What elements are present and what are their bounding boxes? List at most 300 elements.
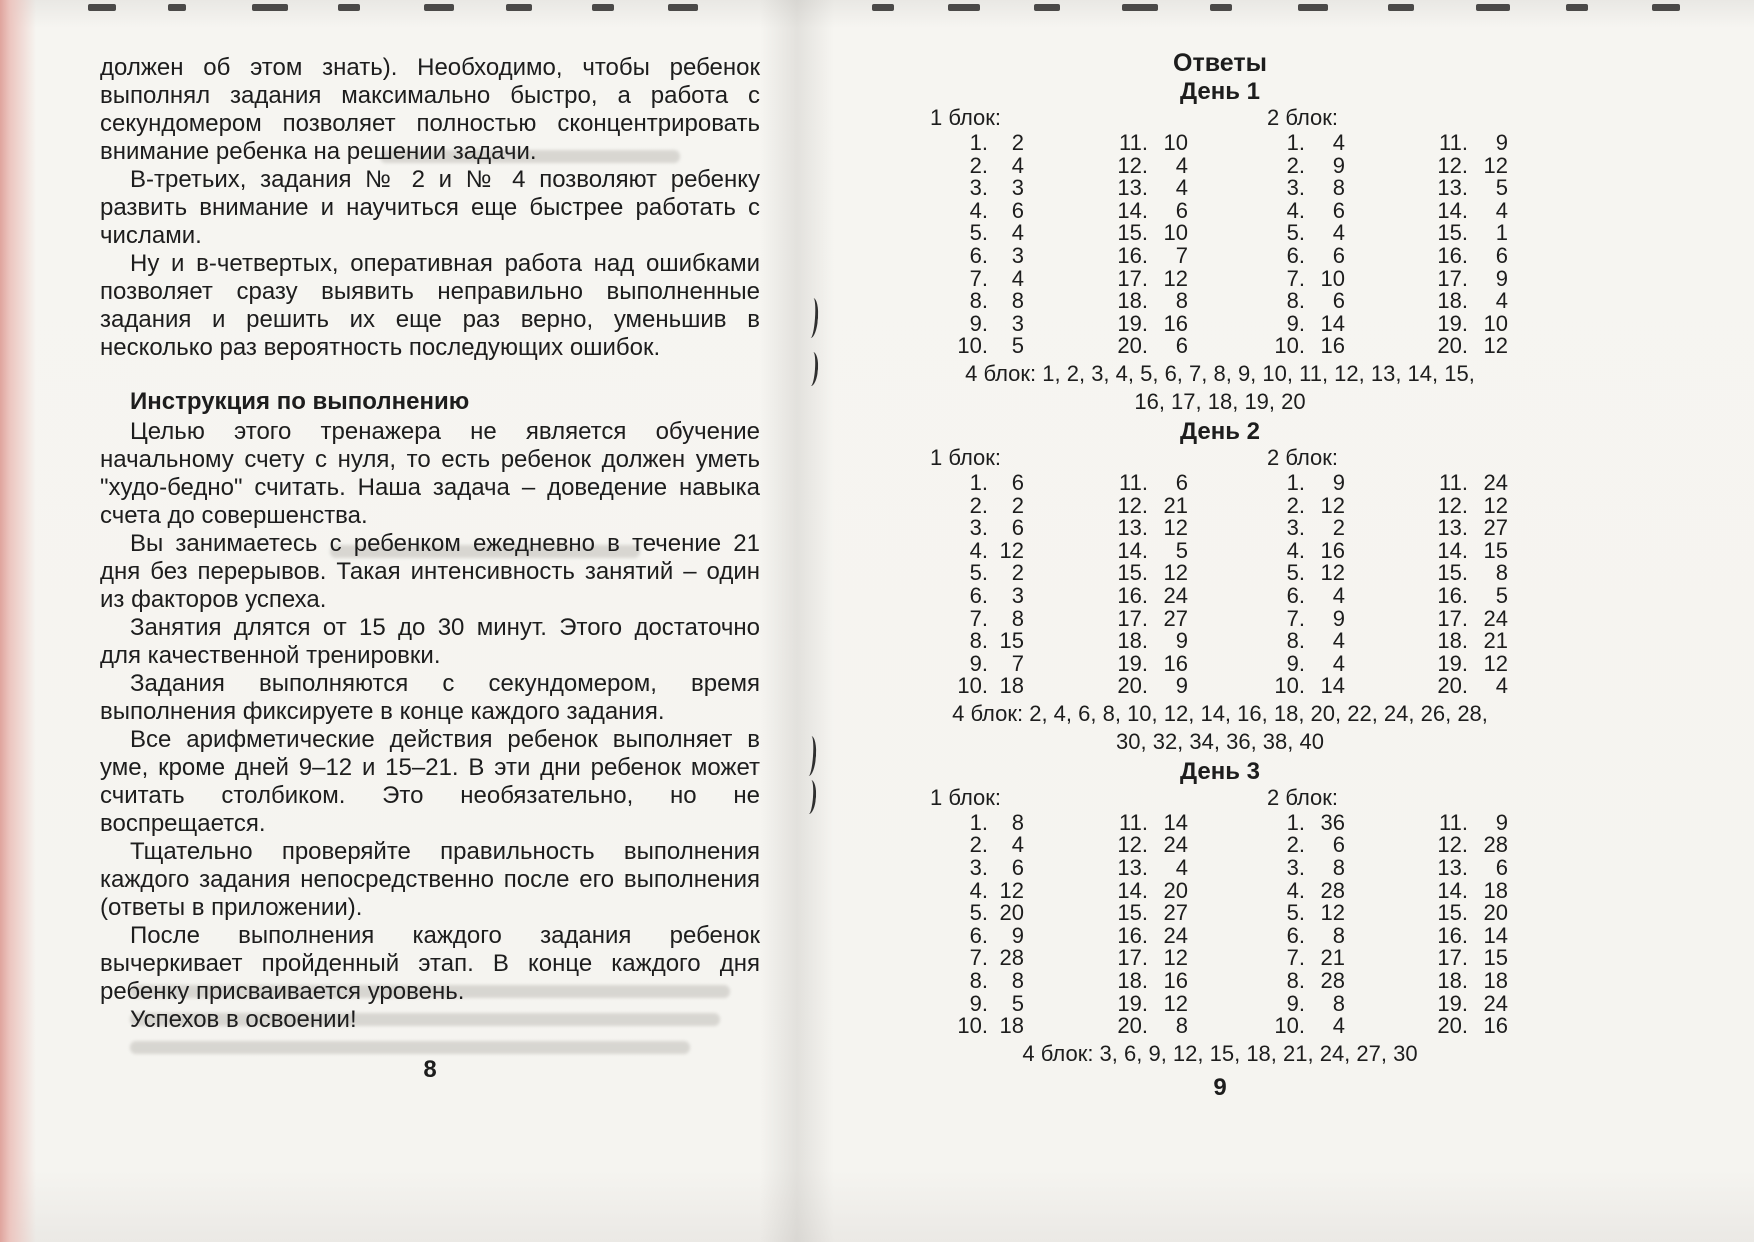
answer-value: 5 [1011,333,1024,359]
scan-artifact [506,4,532,11]
answer-value: 12 [1320,900,1345,926]
answers-grid [900,132,1540,358]
answer-value: 6 [1011,197,1024,223]
answer-number: 4. [1286,877,1305,903]
paragraph: Занятия длятся от 15 до 30 минут. Этого достаточно для качественной тренировки. [100,614,760,669]
page-number-left: 8 [423,1056,437,1083]
answer-number: 4. [969,877,988,903]
answer-value: 1 [1495,220,1508,246]
answer-value: 3 [1011,310,1024,336]
answer-value: 12 [1483,650,1508,676]
scan-artifact [872,4,894,11]
answer-number: 8. [1286,968,1305,994]
answer-value: 4 [1495,673,1508,699]
answer-number: 16. [1437,922,1468,948]
answer-number: 5. [1286,220,1305,246]
answer-value: 12 [1320,560,1345,586]
answer-number: 1. [969,130,988,155]
answer-value: 20 [1483,900,1508,926]
answer-value: 18 [1483,968,1508,994]
answer-value: 4 [1495,197,1508,223]
section-heading: Инструкция по выполнению [130,388,470,415]
answer-number: 16. [1117,242,1148,268]
answer-number: 2. [1286,492,1305,518]
answer-number: 13. [1117,515,1148,541]
answer-value: 6 [1495,855,1508,881]
answer-value: 9 [1175,673,1188,699]
answer-value: 9 [1332,605,1345,631]
answer-value: 4 [1011,152,1024,178]
answer-value: 12 [1163,990,1188,1016]
answer-number: 1. [1286,130,1305,155]
answer-value: 2 [1011,560,1024,586]
answer-value: 21 [1483,628,1508,654]
answer-number: 4. [969,197,988,223]
answer-value: 6 [1332,242,1345,268]
answer-value: 15 [1483,537,1508,563]
answer-number: 4. [1286,197,1305,223]
answer-number: 7. [1286,265,1305,291]
answer-number: 2. [1286,832,1305,858]
answer-number: 16. [1437,242,1468,268]
answer-number: 18. [1437,968,1468,994]
scan-artifact [1652,4,1680,11]
page-edge-tint [0,0,36,1242]
answer-number: 16. [1117,582,1148,608]
answer-value: 12 [999,537,1024,563]
answer-number: 7. [969,265,988,291]
answer-number: 2. [969,152,988,178]
answer-value: 14 [1163,809,1188,835]
answer-number: 6. [969,582,988,608]
answer-value: 5 [1011,990,1024,1016]
answer-number: 15. [1437,900,1468,926]
answer-number: 9. [969,990,988,1016]
answer-value: 27 [1483,515,1508,541]
answer-number: 12. [1437,832,1468,858]
block1-label: 1 блок: [930,105,1002,130]
answers-grid [900,469,1540,699]
answer-number: 13. [1117,855,1148,881]
answer-number: 5. [1286,560,1305,586]
day-section-2 [900,418,1540,756]
scan-artifact [948,4,980,11]
answer-value: 8 [1495,560,1508,586]
answer-value: 27 [1163,605,1188,631]
scan-artifact [592,4,614,11]
answer-number: 10. [957,1013,988,1039]
answer-value: 4 [1011,220,1024,246]
answer-number: 1. [969,469,988,495]
answer-value: 20 [999,900,1024,926]
answer-number: 11. [1119,469,1148,495]
answer-number: 12. [1437,152,1468,178]
scan-artifact [668,4,698,11]
answer-value: 5 [1175,537,1188,563]
block1-label: 1 блок: [930,784,1002,810]
answer-number: 18. [1117,628,1148,654]
paragraph: должен об этом знать). Необходимо, чтобы ребенок выполнял задания максимально быстро, а работа с секундомером позволяет полностью сконцентрировать внимание ребенка на решении задачи. [100,54,760,165]
answer-value: 12 [1483,492,1508,518]
block4-line: 4 блок: 1, 2, 3, 4, 5, 6, 7, 8, 9, 10, 11, 12, 13, 14, 15, [965,360,1475,386]
block-labels [900,105,1540,132]
answer-number: 8. [969,968,988,994]
answer-value: 5 [1495,175,1508,201]
answer-value: 4 [1332,650,1345,676]
answer-number: 13. [1117,175,1148,201]
answer-number: 10. [1274,1013,1305,1039]
answer-number: 8. [969,628,988,654]
answer-number: 20. [1437,1013,1468,1039]
block-labels [900,785,1540,812]
bleed-through-line [130,1041,690,1054]
answer-number: 1. [1286,809,1305,835]
answer-value: 4 [1175,855,1188,881]
answer-number: 12. [1117,152,1148,178]
block2-label: 2 блок: [1267,784,1339,810]
scan-artifact [252,4,288,11]
answer-number: 14. [1117,537,1148,563]
day-section-1 [900,78,1540,416]
scan-artifact [1122,4,1158,11]
answer-number: 7. [969,605,988,631]
answer-value: 8 [1011,605,1024,631]
answer-value: 12 [1320,492,1345,518]
answer-number: 2. [1286,152,1305,178]
paragraphs-top [100,54,760,362]
answer-number: 20. [1117,333,1148,359]
answer-value: 5 [1495,582,1508,608]
scan-artifact [1298,4,1328,11]
answer-number: 3. [969,515,988,541]
answer-value: 6 [1011,855,1024,881]
block4-answers [900,1040,1540,1068]
day-section-3 [900,758,1540,1068]
block-labels [900,445,1540,472]
answer-value: 7 [1175,242,1188,268]
answer-value: 6 [1332,197,1345,223]
answer-number: 7. [1286,945,1305,971]
answer-number: 10. [957,673,988,699]
answer-value: 9 [1175,628,1188,654]
answer-value: 6 [1011,515,1024,541]
answer-value: 8 [1332,175,1345,201]
answer-value: 21 [1163,492,1188,518]
paragraph: В-третьих, задания № 2 и № 4 позволяют ребенку развить внимание и научиться еще быстрее работать с числами. [100,166,760,249]
block2-label: 2 блок: [1267,105,1339,130]
answers-title: Ответы [1173,49,1267,77]
scan-artifact [1388,4,1414,11]
answer-value: 18 [999,1013,1024,1039]
answer-value: 3 [1011,242,1024,268]
answers-grid [900,809,1540,1039]
answer-number: 15. [1117,560,1148,586]
answer-value: 2 [1332,515,1345,541]
scan-artifact [424,4,454,11]
answer-number: 6. [1286,582,1305,608]
answer-value: 16 [1163,968,1188,994]
answer-value: 8 [1332,990,1345,1016]
answer-value: 16 [1483,1013,1508,1039]
answer-number: 9. [1286,310,1305,336]
scan-artifact [338,4,360,11]
answer-number: 20. [1437,673,1468,699]
answer-number: 20. [1117,673,1148,699]
answer-number: 2. [969,832,988,858]
answer-value: 8 [1332,855,1345,881]
paragraph: Успехов в освоении! [130,1006,357,1033]
answer-value: 12 [1163,945,1188,971]
day-title: День 1 [1179,78,1260,105]
block1-label: 1 блок: [930,444,1002,470]
answer-number: 6. [1286,922,1305,948]
answer-number: 8. [969,288,988,314]
answer-value: 12 [1163,560,1188,586]
right-page-answers [900,50,1540,1102]
answer-number: 1. [969,809,988,835]
answer-value: 12 [1163,515,1188,541]
answer-value: 28 [1483,832,1508,858]
answer-value: 8 [1175,288,1188,314]
answer-number: 18. [1437,288,1468,314]
answer-number: 12. [1437,492,1468,518]
answer-value: 2 [1011,492,1024,518]
answer-number: 20. [1437,333,1468,359]
answer-value: 6 [1332,832,1345,858]
paragraph: Вы занимаетесь с ребенком ежедневно в течение 21 дня без перерывов. Такая интенсивность занятий – один из факторов успеха. [100,530,760,613]
answer-number: 15. [1437,560,1468,586]
scan-artifact [1566,4,1588,11]
answer-value: 4 [1011,832,1024,858]
answer-value: 8 [1175,1013,1188,1039]
answer-number: 11. [1119,809,1148,835]
answer-value: 4 [1175,152,1188,178]
answer-number: 18. [1437,628,1468,654]
answer-number: 16. [1437,582,1468,608]
answer-number: 13. [1437,175,1468,201]
answer-number: 11. [1439,809,1468,835]
answer-value: 14 [1320,673,1345,699]
answer-number: 19. [1117,650,1148,676]
answer-value: 3 [1011,582,1024,608]
answer-number: 19. [1437,310,1468,336]
scan-artifact [88,4,116,11]
answer-value: 24 [1483,990,1508,1016]
answer-value: 24 [1483,605,1508,631]
answer-value: 10 [1320,265,1345,291]
answer-value: 12 [1163,265,1188,291]
answer-value: 6 [1332,288,1345,314]
answer-number: 18. [1117,968,1148,994]
answer-value: 8 [1011,809,1024,835]
answer-value: 24 [1163,582,1188,608]
answer-value: 4 [1332,582,1345,608]
answer-number: 7. [969,945,988,971]
answer-number: 17. [1117,265,1148,291]
answer-value: 4 [1332,130,1345,155]
answer-number: 16. [1117,922,1148,948]
answer-value: 4 [1332,220,1345,246]
answer-number: 9. [1286,650,1305,676]
answer-value: 24 [1163,922,1188,948]
answer-number: 8. [1286,288,1305,314]
answer-number: 17. [1437,265,1468,291]
answer-value: 12 [1483,152,1508,178]
answer-value: 9 [1332,469,1345,495]
paragraph: После выполнения каждого задания ребенок вычеркивает пройденный этап. В конце каждого дня ребенку присваивается уровень. [100,922,760,1005]
answer-number: 15. [1437,220,1468,246]
answer-number: 4. [1286,537,1305,563]
answer-value: 9 [1332,152,1345,178]
page-number-right: 9 [1213,1073,1227,1101]
scan-artifact [1034,4,1060,11]
paragraph: Задания выполняются с секундомером, время выполнения фиксируете в конце каждого задания. [100,670,760,725]
answer-value: 7 [1011,650,1024,676]
answer-number: 9. [969,650,988,676]
answer-number: 6. [969,242,988,268]
answer-value: 6 [1175,197,1188,223]
answer-value: 10 [1483,310,1508,336]
answer-number: 8. [1286,628,1305,654]
answer-value: 6 [1175,333,1188,359]
answer-value: 16 [1320,537,1345,563]
answer-number: 1. [1286,469,1305,495]
answer-number: 12. [1117,492,1148,518]
answer-number: 2. [969,492,988,518]
answer-number: 15. [1117,900,1148,926]
answer-value: 6 [1011,469,1024,495]
answer-value: 15 [1483,945,1508,971]
answer-value: 10 [1163,130,1188,155]
answer-number: 17. [1117,605,1148,631]
scan-artifact [1210,4,1232,11]
block4-line: 30, 32, 34, 36, 38, 40 [1116,728,1324,754]
answer-value: 9 [1011,922,1024,948]
answer-value: 16 [1320,333,1345,359]
answer-number: 3. [1286,175,1305,201]
answer-value: 28 [999,945,1024,971]
answer-number: 15. [1117,220,1148,246]
answer-value: 8 [1011,288,1024,314]
answer-value: 6 [1175,469,1188,495]
answer-number: 3. [1286,515,1305,541]
block4-answers [900,700,1540,756]
answer-value: 16 [1163,650,1188,676]
answer-value: 21 [1320,945,1345,971]
answer-value: 24 [1483,469,1508,495]
answer-number: 12. [1117,832,1148,858]
answer-number: 11. [1119,130,1148,155]
answer-number: 14. [1437,537,1468,563]
left-page-text [100,54,760,1034]
answer-number: 17. [1437,605,1468,631]
answer-value: 14 [1483,922,1508,948]
answer-number: 14. [1117,877,1148,903]
paragraph: Ну и в-четвертых, оперативная работа над ошибками позволяет сразу выявить неправильно выполненные задания и решить их еще раз верно, уменьшив в несколько раз вероятность последующих ошибок. [100,250,760,361]
answer-number: 17. [1117,945,1148,971]
answer-number: 19. [1117,990,1148,1016]
answer-number: 5. [969,220,988,246]
answer-number: 9. [969,310,988,336]
paragraphs-bottom [100,418,760,1034]
paragraph: Все арифметические действия ребенок выполняет в уме, кроме дней 9–12 и 15–21. В эти дни ребенок может считать столбиком. Это необязательно, но не воспрещается. [100,726,760,837]
answer-value: 4 [1495,288,1508,314]
answer-value: 4 [1332,1013,1345,1039]
answer-value: 10 [1163,220,1188,246]
answer-number: 5. [1286,900,1305,926]
answer-number: 18. [1117,288,1148,314]
answer-number: 19. [1437,990,1468,1016]
answer-value: 4 [1011,265,1024,291]
answer-value: 27 [1163,900,1188,926]
answer-value: 36 [1320,809,1345,835]
answer-value: 9 [1495,265,1508,291]
block4-line: 4 блок: 2, 4, 6, 8, 10, 12, 14, 16, 18, 20, 22, 24, 26, 28, [952,700,1488,726]
answer-number: 19. [1117,310,1148,336]
answer-number: 17. [1437,945,1468,971]
paragraph: Тщательно проверяйте правильность выполнения каждого задания непосредственно после его выполнения (ответы в приложении). [100,838,760,921]
scan-artifact [168,4,186,11]
answer-value: 4 [1332,628,1345,654]
answer-value: 8 [1332,922,1345,948]
answer-value: 16 [1163,310,1188,336]
answer-value: 9 [1495,130,1508,155]
answer-value: 6 [1495,242,1508,268]
answer-number: 14. [1437,877,1468,903]
answer-number: 20. [1117,1013,1148,1039]
answer-number: 11. [1439,469,1468,495]
answer-value: 24 [1163,832,1188,858]
answer-number: 3. [969,175,988,201]
answer-number: 14. [1117,197,1148,223]
answer-value: 28 [1320,877,1345,903]
block2-label: 2 блок: [1267,444,1339,470]
answer-value: 15 [999,628,1024,654]
answer-value: 4 [1175,175,1188,201]
answer-number: 14. [1437,197,1468,223]
block4-line: 16, 17, 18, 19, 20 [1134,388,1306,414]
answer-value: 18 [1483,877,1508,903]
answer-number: 3. [1286,855,1305,881]
answer-number: 9. [1286,990,1305,1016]
answer-value: 18 [999,673,1024,699]
answer-number: 5. [969,560,988,586]
day-title: День 3 [1179,757,1260,785]
answer-number: 4. [969,537,988,563]
answer-number: 13. [1437,515,1468,541]
paragraph: Целью этого тренажера не является обучение начальному счету с нуля, то есть ребенок должен уметь "худо-бедно" считать. Наша задача – доведение навыка счета до совершенства. [100,418,760,529]
answer-value: 28 [1320,968,1345,994]
answer-number: 19. [1437,650,1468,676]
answer-value: 14 [1320,310,1345,336]
block4-answers [900,360,1540,416]
answer-number: 10. [957,333,988,359]
answer-number: 3. [969,855,988,881]
answer-value: 20 [1163,877,1188,903]
answer-number: 5. [969,900,988,926]
answer-value: 9 [1495,809,1508,835]
scan-artifact [1476,4,1510,11]
answer-number: 6. [969,922,988,948]
answer-number: 7. [1286,605,1305,631]
answer-value: 8 [1011,968,1024,994]
day-title: День 2 [1179,417,1260,445]
answer-value: 3 [1011,175,1024,201]
book-spine [760,0,834,1242]
answer-value: 2 [1011,130,1024,155]
answer-number: 10. [1274,673,1305,699]
answer-number: 10. [1274,333,1305,359]
